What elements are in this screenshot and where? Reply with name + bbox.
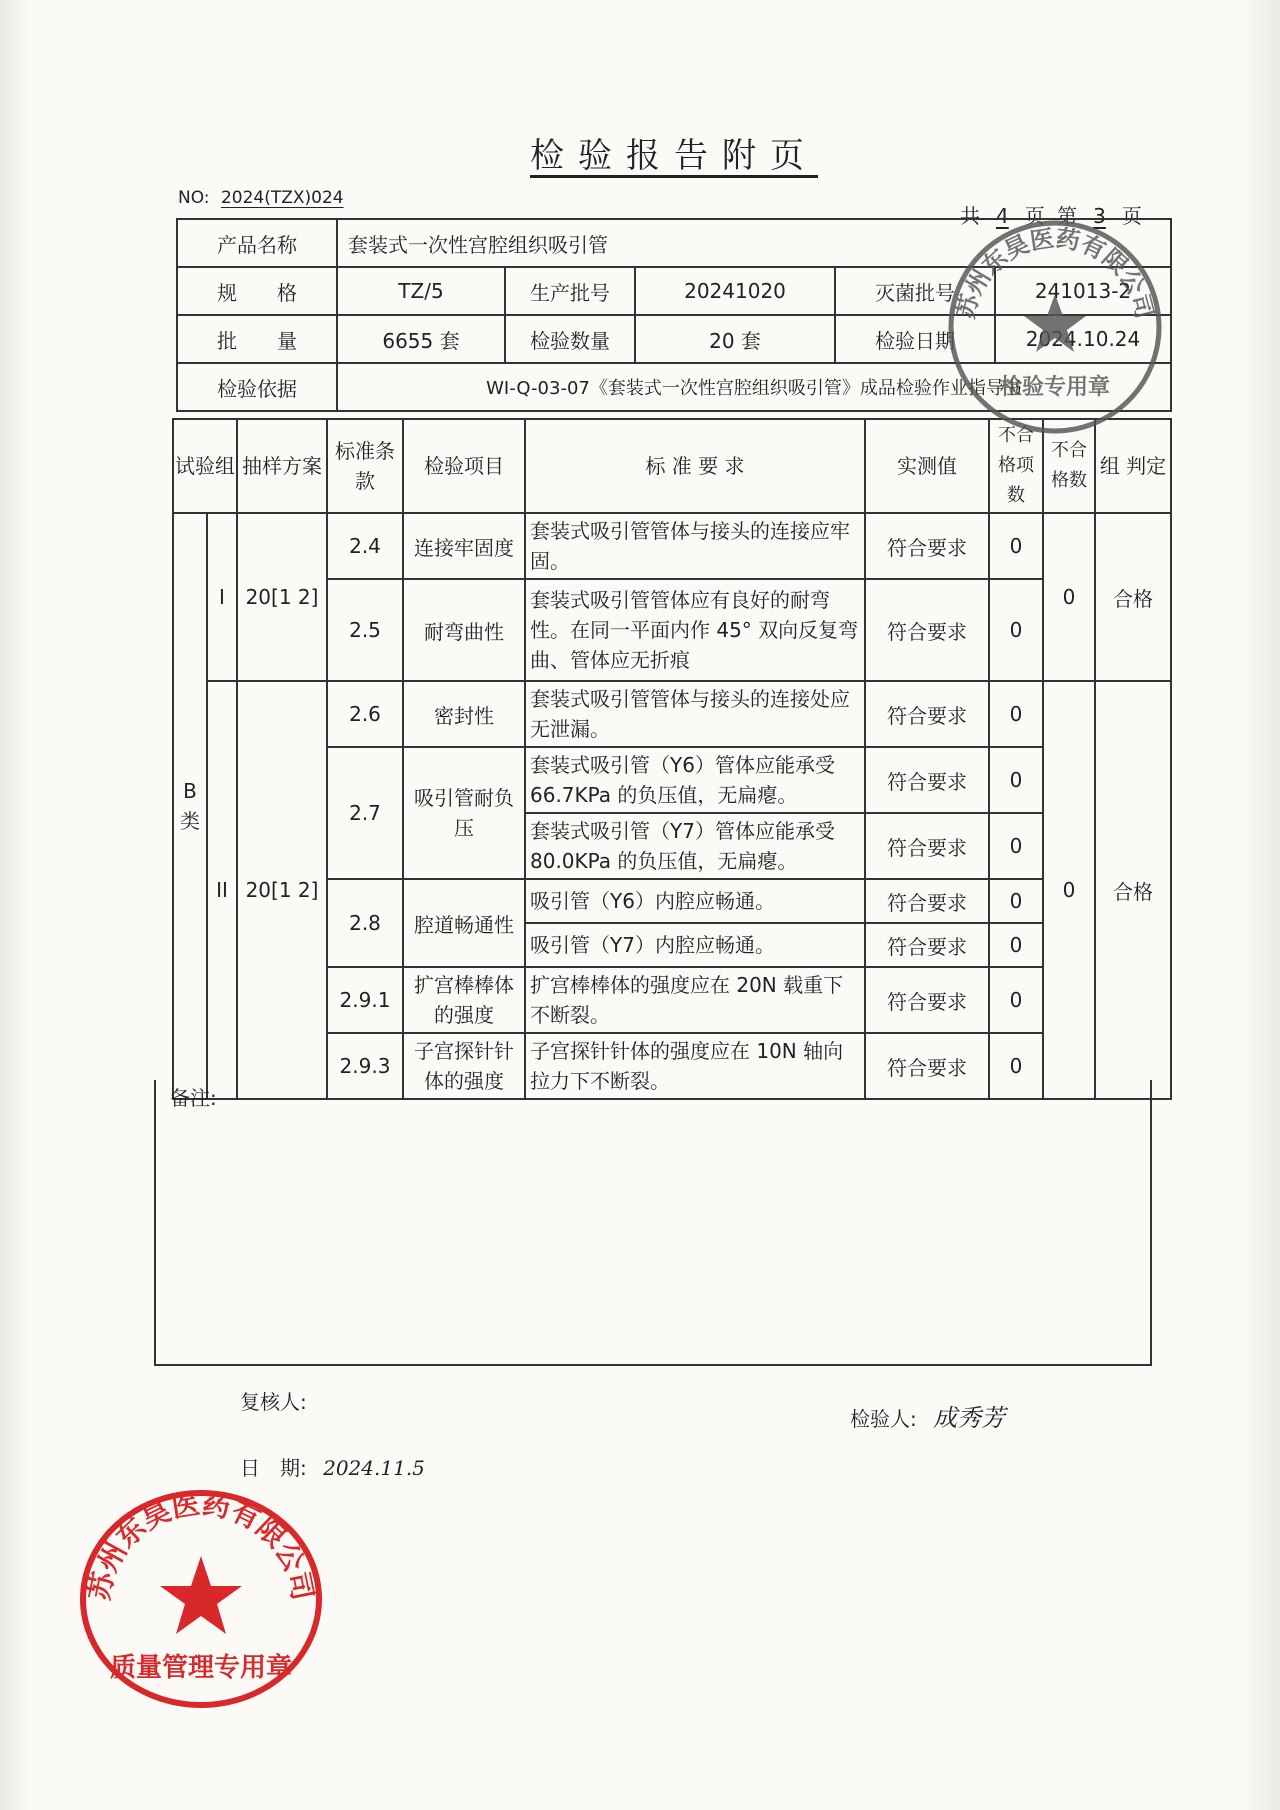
group-id: I [207, 513, 237, 681]
fail-items: 0 [989, 813, 1043, 879]
fail-items: 0 [989, 579, 1043, 681]
measured: 符合要求 [865, 747, 989, 813]
group-judge: 合格 [1095, 513, 1171, 681]
requirement: 套装式吸引管管体应有良好的耐弯性。在同一平面内作 45° 双向反复弯曲、管体应无折痕 [525, 579, 865, 681]
fail-items: 0 [989, 681, 1043, 747]
group-sampling: 20[1 2] [237, 513, 327, 681]
inspection-table [172, 418, 1172, 1100]
col-fail-items: 不合格项 数 [989, 419, 1043, 513]
fail-items: 0 [989, 967, 1043, 1033]
measured: 符合要求 [865, 681, 989, 747]
pager-cur: 3 [1093, 204, 1106, 228]
pager-cur-unit: 页 [1121, 204, 1142, 228]
clause: 2.9.3 [327, 1033, 403, 1099]
batch-no-label: 生产批号 [505, 267, 635, 315]
item: 吸引管耐负压 [403, 747, 525, 879]
item: 密封性 [403, 681, 525, 747]
fail-items: 0 [989, 879, 1043, 923]
group-class: B 类 [173, 513, 207, 1099]
date [240, 1452, 425, 1481]
pager-cur-pre: 第 [1057, 204, 1078, 228]
clause: 2.9.1 [327, 967, 403, 1033]
pager-total: 4 [996, 204, 1009, 228]
measured: 符合要求 [865, 923, 989, 967]
lot-label: 批 量 [177, 315, 337, 363]
group-fail-count: 0 [1043, 513, 1095, 681]
notes-label: 备注: [170, 1086, 217, 1110]
stamp-star-icon [1024, 294, 1086, 352]
spec-value: TZ/5 [337, 267, 505, 315]
measured: 符合要求 [865, 1033, 989, 1099]
requirement: 扩宫棒棒体的强度应在 20N 载重下不断裂。 [525, 967, 865, 1033]
item: 连接牢固度 [403, 513, 525, 579]
sterile-batch-label: 灭菌批号 [835, 267, 995, 315]
doc-no-value: 2024(TZX)024 [220, 188, 344, 208]
measured: 符合要求 [865, 813, 989, 879]
col-fail-count: 不合格数 [1043, 419, 1095, 513]
requirement: 套装式吸引管管体与接头的连接处应无泄漏。 [525, 681, 865, 747]
basis-label: 检验依据 [177, 363, 337, 411]
fail-items: 0 [989, 513, 1043, 579]
measured: 符合要求 [865, 967, 989, 1033]
reviewer-label: 复核人: [240, 1390, 307, 1414]
date-label: 日 期: [240, 1456, 307, 1480]
item: 耐弯曲性 [403, 579, 525, 681]
col-group: 试验组 [173, 419, 237, 513]
date-value: 2024.11.5 [323, 1456, 425, 1480]
inspector-signature: 成秀芳 [933, 1404, 1006, 1432]
inspect-qty-value: 20 套 [635, 315, 835, 363]
inspector-label: 检验人: [850, 1407, 917, 1431]
requirement: 套装式吸引管（Y7）管体应能承受 80.0KPa 的负压值，无扁瘪。 [525, 813, 865, 879]
product-name-label: 产品名称 [177, 219, 337, 267]
spec-label: 规 格 [177, 267, 337, 315]
fail-items: 0 [989, 747, 1043, 813]
stamp-arc-text: 苏州东昊医药有限公司 [82, 1487, 320, 1603]
group-sampling: 20[1 2] [237, 681, 327, 1099]
group-fail-count: 0 [1043, 681, 1095, 1099]
col-item: 检验项目 [403, 419, 525, 513]
inspect-qty-label: 检验数量 [505, 315, 635, 363]
measured: 符合要求 [865, 879, 989, 923]
item: 子宫探针针体的强度 [403, 1033, 525, 1099]
inspector [850, 1398, 1005, 1433]
lot-value: 6655 套 [337, 315, 505, 363]
requirement: 子宫探针针体的强度应在 10N 轴向拉力下不断裂。 [525, 1033, 865, 1099]
item: 腔道畅通性 [403, 879, 525, 967]
clause: 2.4 [327, 513, 403, 579]
sterile-batch-value: 241013-2 [995, 267, 1171, 315]
measured: 符合要求 [865, 513, 989, 579]
clause: 2.7 [327, 747, 403, 879]
inspection-stamp-icon [940, 212, 1170, 442]
basis-value: WI-Q-03-07《套装式一次性宫腔组织吸引管》成品检验作业指导书 [337, 363, 1171, 411]
col-sampling: 抽样方案 [237, 419, 327, 513]
product-name: 套装式一次性宫腔组织吸引管 [337, 219, 1171, 267]
quality-stamp-icon [76, 1486, 326, 1712]
pager-total-pre: 共 [960, 204, 980, 228]
inspect-date-label: 检验日期 [835, 315, 995, 363]
col-measured: 实测值 [865, 419, 989, 513]
group-judge: 合格 [1095, 681, 1171, 1099]
clause: 2.8 [327, 879, 403, 967]
measured: 符合要求 [865, 579, 989, 681]
notes-box [154, 1080, 1152, 1366]
col-clause: 标准条款 [327, 419, 403, 513]
reviewer [240, 1386, 307, 1415]
pager-total-unit: 页 [1024, 204, 1045, 228]
stamp-sub-text: 质量管理专用章 [109, 1653, 293, 1683]
page-title: 检验报告附页 [530, 136, 818, 176]
item: 扩宫棒棒体的强度 [403, 967, 525, 1033]
stamp-star-icon [160, 1556, 242, 1634]
stamp-arc-text: 苏州东昊医药有限公司 [951, 224, 1159, 322]
stamp-sub-text: 检验专用章 [999, 375, 1111, 400]
col-requirement: 标 准 要 求 [525, 419, 865, 513]
requirement: 吸引管（Y7）内腔应畅通。 [525, 923, 865, 967]
batch-no-value: 20241020 [635, 267, 835, 315]
fail-items: 0 [989, 923, 1043, 967]
group-id: II [207, 681, 237, 1099]
inspect-date-value: 2024.10.24 [995, 315, 1171, 363]
requirement: 吸引管（Y6）内腔应畅通。 [525, 879, 865, 923]
fail-items: 0 [989, 1033, 1043, 1099]
requirement: 套装式吸引管管体与接头的连接应牢固。 [525, 513, 865, 579]
clause: 2.5 [327, 579, 403, 681]
requirement: 套装式吸引管（Y6）管体应能承受 66.7KPa 的负压值，无扁瘪。 [525, 747, 865, 813]
document-number [178, 188, 344, 208]
doc-no-label: NO: [178, 188, 210, 208]
col-judge: 组 判定 [1095, 419, 1171, 513]
clause: 2.6 [327, 681, 403, 747]
